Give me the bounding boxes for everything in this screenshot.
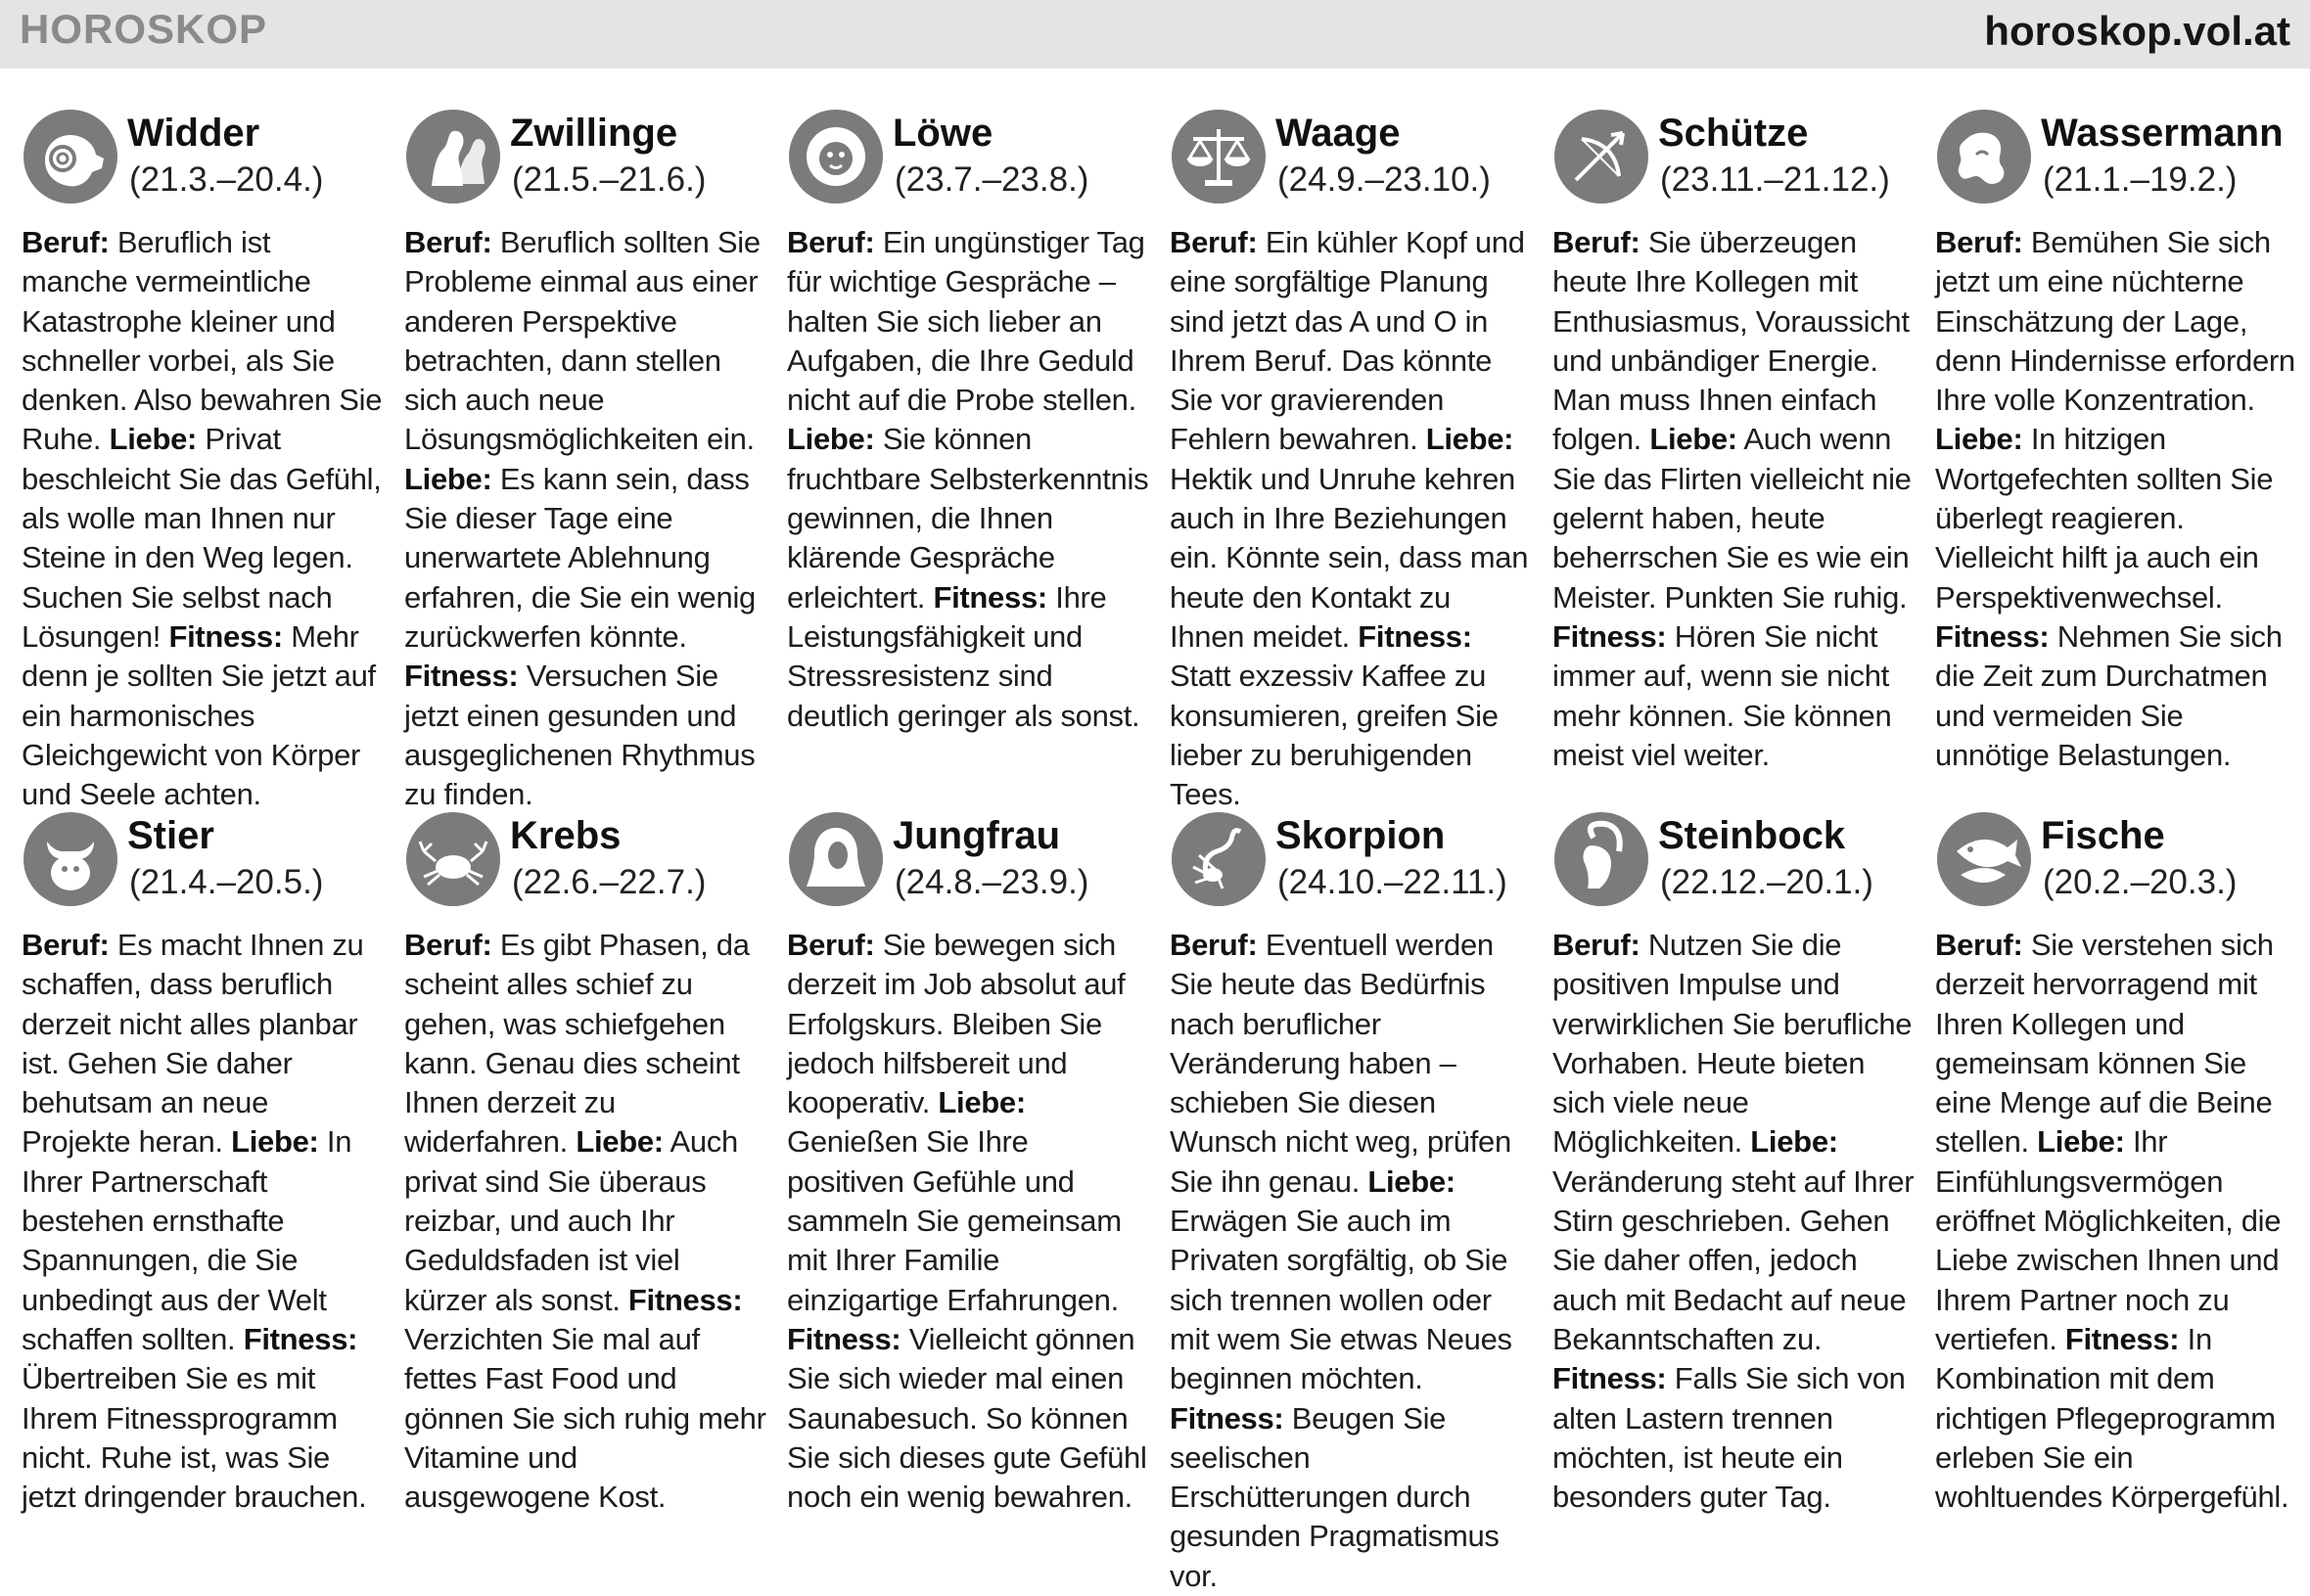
fitness-label: Fitness:	[1552, 1361, 1667, 1396]
sign-card-waage	[1170, 110, 1532, 812]
ibex-icon	[1554, 812, 1648, 906]
beruf-label: Beruf:	[22, 928, 110, 962]
fitness-label: Fitness:	[243, 1321, 358, 1356]
sign-date: (21.3.–20.4.)	[129, 160, 324, 199]
beruf-label: Beruf:	[1552, 225, 1640, 259]
liebe-text: Ihr Einfühlungsvermögen eröffnet Möglichkeiten, die Liebe zwischen Ihnen und Ihrem Partner noch zu vertiefen.	[1935, 1124, 2282, 1356]
beruf-label: Beruf:	[1935, 928, 2023, 962]
sign-date: (22.6.–22.7.)	[512, 863, 707, 901]
beruf-text: Beruflich sollten Sie Probleme einmal aus einer anderen Perspektive betrachten, dann stellen sich auch neue Lösungsmöglichkeiten ein.	[404, 225, 761, 457]
fitness-label: Fitness:	[404, 659, 519, 694]
fitness-label: Fitness:	[2064, 1321, 2180, 1356]
liebe-text: Auch privat sind Sie überaus reizbar, und auch Ihr Geduldsfaden ist viel kürzer als sonst.	[404, 1124, 738, 1317]
site-url[interactable]: horoskop.vol.at	[1984, 8, 2290, 54]
sign-name: Stier	[127, 814, 214, 857]
sign-name: Zwillinge	[510, 112, 678, 155]
liebe-label: Liebe:	[938, 1085, 1026, 1120]
sign-text	[22, 926, 384, 1517]
sign-card-jungfrau	[787, 812, 1149, 1515]
liebe-text: Sie können fruchtbare Selbsterkenntnis gewinnen, die Ihnen klärende Gespräche erleichtert.	[787, 422, 1149, 615]
sign-date: (23.7.–23.8.)	[895, 160, 1089, 199]
fitness-text: Verzichten Sie mal auf fettes Fast Food und gönnen Sie sich ruhig mehr Vitamine und ausgewogene Kost.	[404, 1321, 766, 1515]
sign-name: Krebs	[510, 814, 622, 857]
sign-header	[1935, 110, 2297, 217]
fitness-label: Fitness:	[1358, 618, 1472, 654]
sign-header	[404, 812, 766, 920]
beruf-text: Es macht Ihnen zu schaffen, dass beruflich derzeit nicht alles planbar ist. Gehen Sie daher behutsam an neue Projekte heran.	[22, 928, 364, 1160]
fitness-text: Ihre Leistungsfähigkeit und Stressresistenz sind deutlich geringer als sonst.	[787, 579, 1140, 733]
sign-text	[1552, 926, 1915, 1517]
liebe-text: Veränderung steht auf Ihrer Stirn geschrieben. Gehen Sie daher offen, jedoch auch mit Bedacht auf neue Bekanntschaften zu.	[1552, 1163, 1915, 1356]
sign-card-löwe	[787, 110, 1149, 795]
fitness-text: Nehmen Sie sich die Zeit zum Durchatmen und vermeiden Sie unnötige Belastungen.	[1935, 618, 2283, 772]
sign-header	[22, 110, 384, 217]
sign-card-zwillinge	[404, 110, 766, 812]
beruf-text: Sie bewegen sich derzeit im Job absolut auf Erfolgskurs. Bleiben Sie jedoch hilfsbereit und kooperativ.	[787, 928, 1126, 1120]
liebe-label: Liebe:	[1425, 422, 1514, 457]
water-bearer-icon	[1937, 110, 2031, 204]
sign-text	[1935, 223, 2297, 775]
beruf-label: Beruf:	[404, 225, 492, 259]
liebe-text: In Ihrer Partnerschaft bestehen ernsthafte Spannungen, die Sie unbedingt aus der Welt schaffen sollten.	[22, 1124, 352, 1356]
fitness-label: Fitness:	[1935, 618, 2050, 654]
sign-header	[787, 110, 1149, 217]
liebe-label: Liebe:	[231, 1124, 319, 1160]
sign-card-krebs	[404, 812, 766, 1515]
sign-date: (23.11.–21.12.)	[1660, 160, 1890, 199]
sign-text	[1170, 223, 1532, 814]
sign-name: Steinbock	[1658, 814, 1846, 857]
beruf-label: Beruf:	[22, 225, 110, 259]
sign-name: Fische	[2041, 814, 2165, 857]
liebe-text: Hektik und Unruhe kehren auch in Ihre Beziehungen ein. Könnte sein, dass man heute den Kontakt zu Ihnen meidet.	[1170, 461, 1529, 654]
beruf-label: Beruf:	[1170, 928, 1258, 962]
fitness-text: Statt exzessiv Kaffee zu konsumieren, greifen Sie lieber zu beruhigenden Tees.	[1170, 659, 1499, 812]
beruf-text: Eventuell werden Sie heute das Bedürfnis nach beruflicher Veränderung haben – schieben Sie diesen Wunsch nicht weg, prüfen Sie ihn genau.	[1170, 928, 1511, 1199]
fitness-text: Übertreiben Sie es mit Ihrem Fitnessprogramm nicht. Ruhe ist, was Sie jetzt dringender brauchen.	[22, 1361, 367, 1515]
sign-date: (21.1.–19.2.)	[2043, 160, 2238, 199]
fitness-label: Fitness:	[787, 1321, 901, 1356]
liebe-label: Liebe:	[1750, 1124, 1838, 1160]
sign-text	[1552, 223, 1915, 775]
sign-card-steinbock	[1552, 812, 1915, 1515]
virgin-icon	[789, 812, 883, 906]
sign-name: Löwe	[893, 112, 993, 155]
fitness-label: Fitness:	[168, 618, 283, 654]
sign-header	[787, 812, 1149, 920]
sign-name: Schütze	[1658, 112, 1809, 155]
liebe-label: Liebe:	[404, 461, 492, 496]
liebe-label: Liebe:	[1367, 1163, 1455, 1199]
sign-header	[1552, 812, 1915, 920]
liebe-label: Liebe:	[787, 422, 875, 457]
sign-text	[404, 926, 766, 1517]
sign-header	[404, 110, 766, 217]
fitness-text: Vielleicht gönnen Sie sich wieder mal einen Saunabesuch. So können Sie sich dieses gute Gefühl noch ein wenig bewahren.	[787, 1321, 1147, 1515]
sign-header	[1552, 110, 1915, 217]
sign-card-schütze	[1552, 110, 1915, 795]
beruf-label: Beruf:	[404, 928, 492, 962]
beruf-text: Ein ungünstiger Tag für wichtige Gespräche – halten Sie sich lieber an Aufgaben, die Ihre Geduld nicht auf die Probe stellen.	[787, 225, 1145, 418]
liebe-text: Auch wenn Sie das Flirten vielleicht nie gelernt haben, heute beherrschen Sie es wie ein Meister. Punkten Sie ruhig.	[1552, 422, 1912, 615]
sign-card-stier	[22, 812, 384, 1515]
sign-date: (24.8.–23.9.)	[895, 863, 1089, 901]
scales-icon	[1172, 110, 1266, 204]
liebe-text: Erwägen Sie auch im Privaten sorgfältig, ob Sie sich trennen wollen oder mit wem Sie etwas Neues beginnen möchten.	[1170, 1204, 1512, 1396]
sign-date: (20.2.–20.3.)	[2043, 863, 2238, 901]
sign-header	[1170, 812, 1532, 920]
fitness-label: Fitness:	[627, 1282, 743, 1317]
beruf-text: Es gibt Phasen, da scheint alles schief zu gehen, was schiefgehen kann. Genau dies scheint Ihnen derzeit zu widerfahren.	[404, 928, 750, 1160]
crab-icon	[406, 812, 500, 906]
sign-header	[1935, 812, 2297, 920]
beruf-text: Sie verstehen sich derzeit hervorragend mit Ihren Kollegen und gemeinsam können Sie eine Menge auf die Beine stellen.	[1935, 928, 2274, 1160]
liebe-label: Liebe:	[2037, 1124, 2125, 1160]
beruf-label: Beruf:	[787, 225, 875, 259]
beruf-label: Beruf:	[1170, 225, 1258, 259]
sign-text	[1935, 926, 2297, 1517]
liebe-text: Es kann sein, dass Sie dieser Tage eine unerwartete Ablehnung erfahren, die Sie ein wenig zurückwerfen könnte.	[404, 461, 756, 654]
sign-card-widder	[22, 110, 384, 812]
archer-icon	[1554, 110, 1648, 204]
bull-icon	[23, 812, 117, 906]
sign-text	[787, 926, 1149, 1517]
fitness-label: Fitness:	[1552, 618, 1667, 654]
sign-date: (24.9.–23.10.)	[1277, 160, 1491, 199]
beruf-text: Nutzen Sie die positiven Impulse und verwirklichen Sie berufliche Vorhaben. Heute bieten sich viele neue Möglichkeiten.	[1552, 928, 1913, 1160]
fitness-text: Mehr denn je sollten Sie jetzt auf ein harmonisches Gleichgewicht von Körper und Seele achten.	[22, 618, 376, 812]
sign-text	[22, 223, 384, 814]
sign-text	[1170, 926, 1532, 1596]
liebe-text: In hitzigen Wortgefechten sollten Sie überlegt reagieren. Vielleicht hilft ja auch ein Perspektivenwechsel.	[1935, 422, 2274, 615]
sign-card-wassermann	[1935, 110, 2297, 795]
sign-name: Waage	[1275, 112, 1401, 155]
liebe-text: Genießen Sie Ihre positiven Gefühle und sammeln Sie gemeinsam mit Ihrer Familie einzigartige Erfahrungen.	[787, 1124, 1122, 1317]
sign-header	[22, 812, 384, 920]
sign-date: (22.12.–20.1.)	[1660, 863, 1873, 901]
liebe-label: Liebe:	[109, 422, 198, 457]
liebe-label: Liebe:	[576, 1124, 664, 1160]
scorpion-icon	[1172, 812, 1266, 906]
fitness-text: Versuchen Sie jetzt einen gesunden und ausgeglichenen Rhythmus zu finden.	[404, 659, 756, 812]
sign-name: Widder	[127, 112, 260, 155]
fitness-text: Beugen Sie seelischen Erschütterungen durch gesunden Pragmatismus vor.	[1170, 1400, 1500, 1593]
beruf-label: Beruf:	[1552, 928, 1640, 962]
sign-card-skorpion	[1170, 812, 1532, 1593]
beruf-text: Beruflich ist manche vermeintliche Katastrophe kleiner und schneller vorbei, als Sie denken. Also bewahren Sie Ruhe.	[22, 225, 383, 457]
lion-icon	[789, 110, 883, 204]
beruf-text: Ein kühler Kopf und eine sorgfältige Planung sind jetzt das A und O in Ihrem Beruf. Das könnte Sie vor gravierenden Fehlern bewahren.	[1170, 225, 1525, 457]
beruf-text: Bemühen Sie sich jetzt um eine nüchterne Einschätzung der Lage, denn Hindernisse erfordern Ihre volle Konzentration.	[1935, 225, 2295, 418]
sign-date: (21.5.–21.6.)	[512, 160, 707, 199]
sign-header	[1170, 110, 1532, 217]
beruf-label: Beruf:	[1935, 225, 2023, 259]
sign-card-fische	[1935, 812, 2297, 1515]
fitness-label: Fitness:	[933, 579, 1047, 615]
sign-name: Jungfrau	[893, 814, 1061, 857]
fitness-label: Fitness:	[1170, 1400, 1284, 1436]
liebe-text: Privat beschleicht Sie das Gefühl, als wolle man Ihnen nur Steine in den Weg legen. Suchen Sie selbst nach Lösungen!	[22, 422, 382, 654]
beruf-text: Sie überzeugen heute Ihre Kollegen mit Enthusiasmus, Voraussicht und unbändiger Energie. Man muss Ihnen einfach folgen.	[1552, 225, 1910, 457]
fitness-text: In Kombination mit dem richtigen Pflegeprogramm erleben Sie ein wohltuendes Körpergefühl.	[1935, 1321, 2289, 1515]
fish-icon	[1937, 812, 2031, 906]
sign-date: (24.10.–22.11.)	[1277, 863, 1507, 901]
sign-name: Skorpion	[1275, 814, 1446, 857]
beruf-label: Beruf:	[787, 928, 875, 962]
sign-text	[787, 223, 1149, 736]
sign-text	[404, 223, 766, 814]
liebe-label: Liebe:	[1935, 422, 2023, 457]
ram-icon	[23, 110, 117, 204]
section-title: HOROSKOP	[20, 6, 268, 52]
sign-date: (21.4.–20.5.)	[129, 863, 324, 901]
liebe-label: Liebe:	[1649, 422, 1737, 457]
twins-icon	[406, 110, 500, 204]
sign-name: Wassermann	[2041, 112, 2284, 155]
fitness-text: Falls Sie sich von alten Lastern trennen möchten, ist heute ein besonders guter Tag.	[1552, 1361, 1906, 1515]
fitness-text: Hören Sie nicht immer auf, wenn sie nicht mehr können. Sie können meist viel weiter.	[1552, 618, 1892, 772]
header-bar	[0, 0, 2310, 68]
